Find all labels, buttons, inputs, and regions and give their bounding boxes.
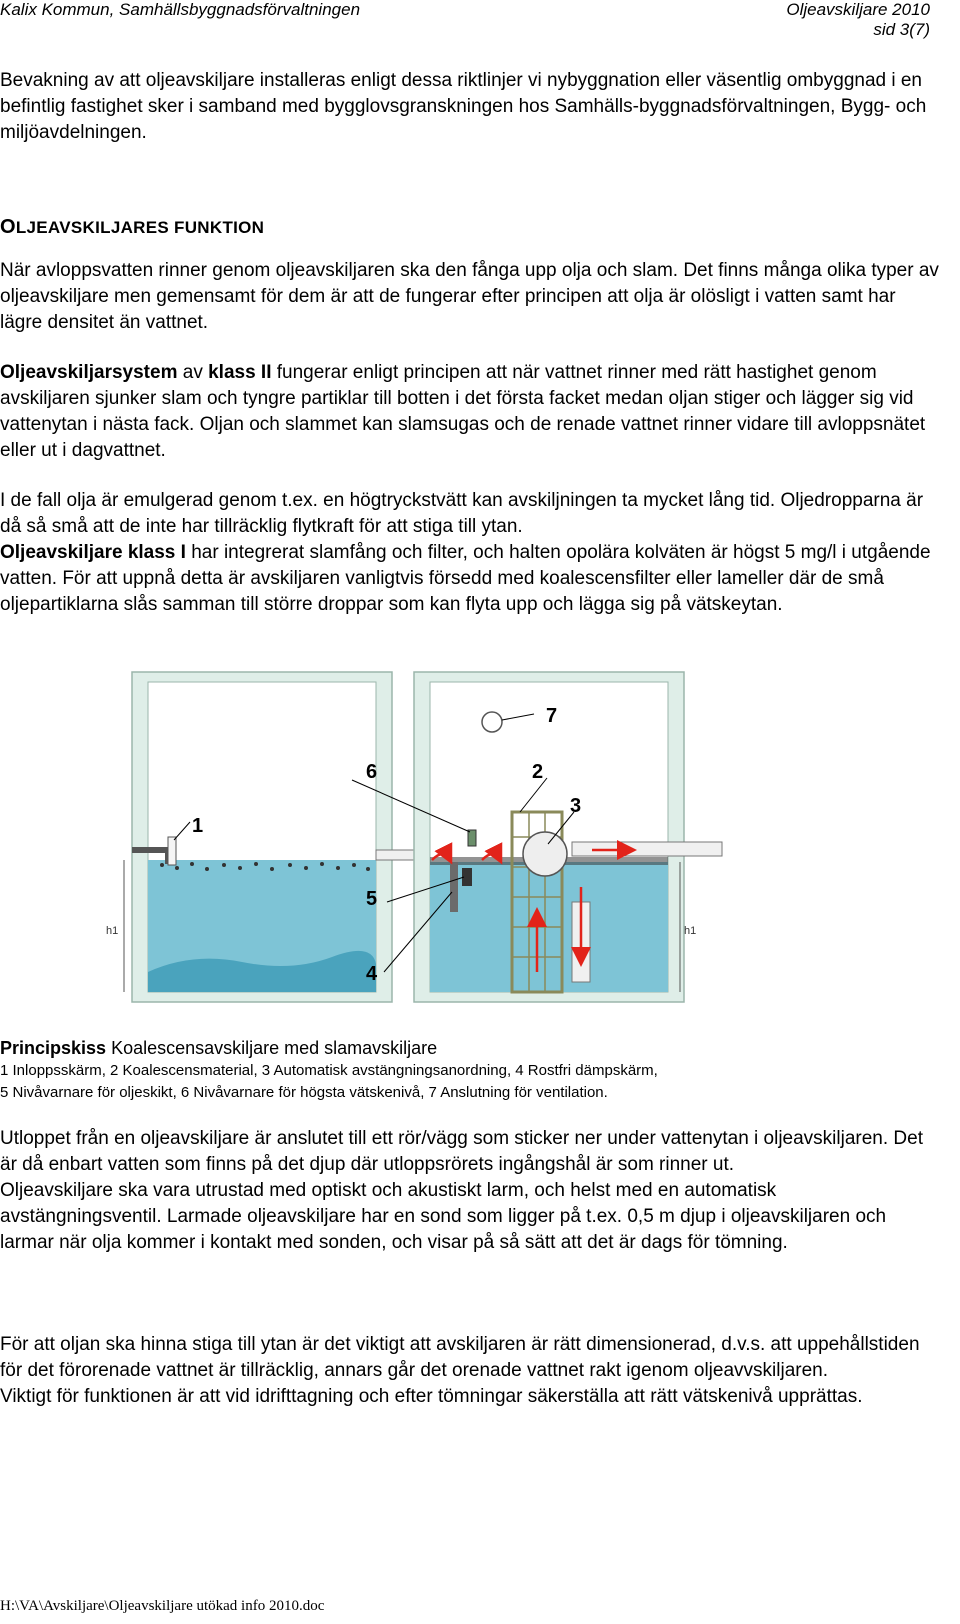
dimension-level-paragraph	[0, 1332, 940, 1410]
caption-title: Koalescensavskiljare med slamavskiljare	[106, 1038, 438, 1058]
outlet-paragraph: Utloppet från en oljeavskiljare är anslutet till ett rör/vägg som sticker ner under vattenytan i oljeavskiljaren. Det är då enbart vatten som finns på det djup där utloppsrörets ingångshål är som rinner ut.	[0, 1128, 923, 1175]
label-6: 6	[366, 761, 378, 783]
label-7: 7	[546, 705, 558, 727]
section-heading	[0, 216, 264, 239]
level-paragraph: Viktigt för funktionen är att vid idrifttagning och efter tömningar säkerställa att rätt vätskenivå upprättas.	[0, 1386, 863, 1407]
label-1: 1	[192, 815, 204, 837]
class2-term: Oljeavskiljarsystem	[0, 362, 178, 383]
heading-rest: LJEAVSKILJARES FUNKTION	[15, 218, 265, 237]
figure-caption	[0, 1036, 940, 1104]
footer-file-path: H:\VA\Avskiljare\Oljeavskiljare utökad info 2010.doc	[0, 1598, 325, 1614]
intro-paragraph: Bevakning av att oljeavskiljare installeras enligt dessa riktlinjer vi nybyggnation eller väsentlig ombyggnad i en befintlig fastighet sker i samband med bygglovsgranskningen hos Samhälls-byggnadsförvaltningen, Bygg- och miljöavdelningen.	[0, 70, 927, 143]
header-right	[786, 0, 930, 40]
label-3: 3	[570, 795, 582, 817]
heading-initial: O	[0, 216, 16, 238]
label-5: 5	[366, 888, 378, 910]
alarm-paragraph: Oljeavskiljare ska vara utrustad med optiskt och akustiskt larm, och helst med en automatisk avstängningsventil. Larmade oljeavskiljare har en sond som ligger på t.ex. 0,5 m djup i oljeavskiljaren och larmar när olja kommer i kontakt med sonden, och visar på så sätt att det är dags för tömning.	[0, 1180, 887, 1253]
outlet-alarm-paragraph	[0, 1126, 940, 1256]
caption-legend-2: 5 Nivåvarnare för oljeskikt, 6 Nivåvarnare för högsta vätskenivå, 7 Anslutning för ventilation.	[0, 1084, 608, 1101]
header-page-number: sid 3(7)	[873, 20, 930, 39]
class2-paragraph: Oljeavskiljarsystem av klass II fungerar enligt principen att när vattnet rinner med rätt hastighet genom avskiljaren sjunker slam och tyngre partiklar till botten i det första facket medan oljan stiger och lägger sig vid vattenytan i nästa fack. Oljan och slammet kan slamsugas och de renade vattnet rinner vidare till avloppsnätet eller ut i dagvattnet.	[0, 362, 926, 461]
label-2: 2	[532, 761, 544, 783]
header-organization: Kalix Kommun, Samhällsbyggnadsförvaltningen	[0, 0, 361, 19]
caption-legend-1: 1 Inloppsskärm, 2 Koalescensmaterial, 3 Automatisk avstängningsanordning, 4 Rostfri dämpskärm,	[0, 1062, 658, 1079]
separator-chamber	[414, 672, 722, 1002]
caption-bold: Principskiss	[0, 1038, 107, 1058]
dimension-paragraph: För att oljan ska hinna stiga till ytan är det viktigt att avskiljaren är rätt dimensionerad, d.v.s. att uppehållstiden för det förorenade vattnet är tillräcklig, annars går det orenade vattnet rakt igenom oljeavvskiljaren.	[0, 1334, 920, 1381]
h1-label-left: h1	[106, 925, 119, 937]
label-4: 4	[366, 963, 378, 985]
class1-term: Oljeavskiljare klass I	[0, 542, 186, 563]
function-paragraph: När avloppsvatten rinner genom oljeavskiljaren ska den fånga upp olja och slam. Det finns många olika typer av oljeavskiljare men gemensamt för dem är att de fungerar efter principen att olja är olösligt i vatten samt har lägre densitet än vattnet.	[0, 260, 939, 333]
separator-schematic	[106, 672, 822, 1012]
class1-paragraph: I de fall olja är emulgerad genom t.ex. en högtryckstvätt kan avskiljningen ta mycket lång tid. Oljedropparna är då så små att de inte har tillräcklig flytkraft för att stiga till ytan. Oljeavskiljare klass I har integrerat slamfång och filter, och halten opolära kolväten är högst 5 mg/l i utgående vatten. För att uppnå detta är avskiljaren vanligtvis försedd med koalescensfilter eller lameller där de små oljepartiklarna slås samman till större droppar som kan flyta upp och lägga sig på vätskeytan.	[0, 490, 931, 615]
inlet-screen	[168, 837, 176, 865]
h1-label-right: h1	[684, 925, 697, 937]
class2-class: klass II	[208, 362, 272, 383]
oil-separator-diagram	[106, 672, 822, 1012]
header-document-title: Oljeavskiljare 2010	[786, 0, 930, 19]
